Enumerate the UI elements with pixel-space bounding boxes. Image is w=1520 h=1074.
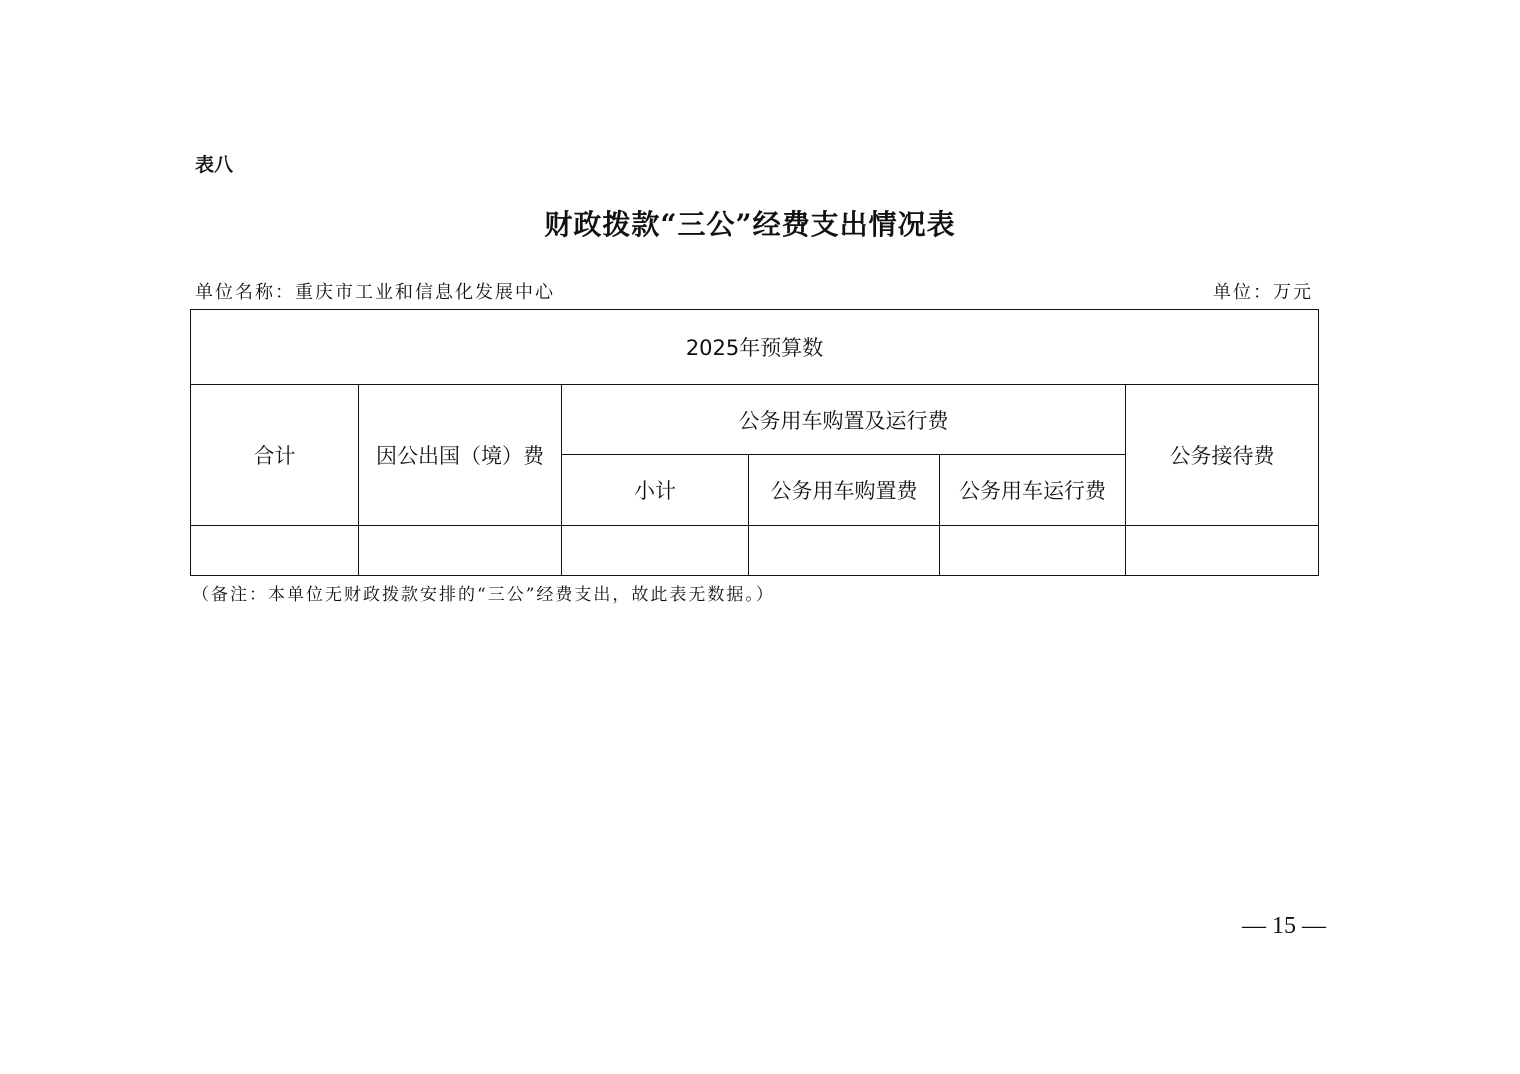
page-number: — 15 —	[1242, 913, 1326, 939]
table-row	[191, 526, 1319, 576]
document-title: 财政拨款“三公”经费支出情况表	[544, 208, 956, 241]
table-header-row-year	[191, 310, 1319, 385]
header-vehicle-operation: 公务用车运行费	[940, 455, 1126, 526]
unit-of-measure: 单位：万元	[1213, 282, 1313, 303]
table-header-row-1	[191, 385, 1319, 455]
cell-subtotal	[562, 526, 749, 576]
header-year-cell: 2025年预算数	[191, 310, 1319, 385]
header-reception: 公务接待费	[1126, 385, 1319, 526]
header-overseas: 因公出国（境）费	[359, 385, 562, 526]
header-vehicle-group: 公务用车购置及运行费	[562, 385, 1126, 455]
cell-total	[191, 526, 359, 576]
table-label: 表八	[195, 154, 234, 176]
cell-vehicle-purchase	[749, 526, 940, 576]
table-note: （备注：本单位无财政拨款安排的“三公”经费支出，故此表无数据。）	[192, 585, 775, 605]
header-total: 合计	[191, 385, 359, 526]
unit-name: 单位名称：重庆市工业和信息化发展中心	[195, 282, 555, 303]
cell-vehicle-operation	[940, 526, 1126, 576]
header-subtotal: 小计	[562, 455, 749, 526]
cell-reception	[1126, 526, 1319, 576]
header-vehicle-purchase: 公务用车购置费	[749, 455, 940, 526]
cell-overseas	[359, 526, 562, 576]
three-public-expenses-table	[190, 309, 1319, 576]
